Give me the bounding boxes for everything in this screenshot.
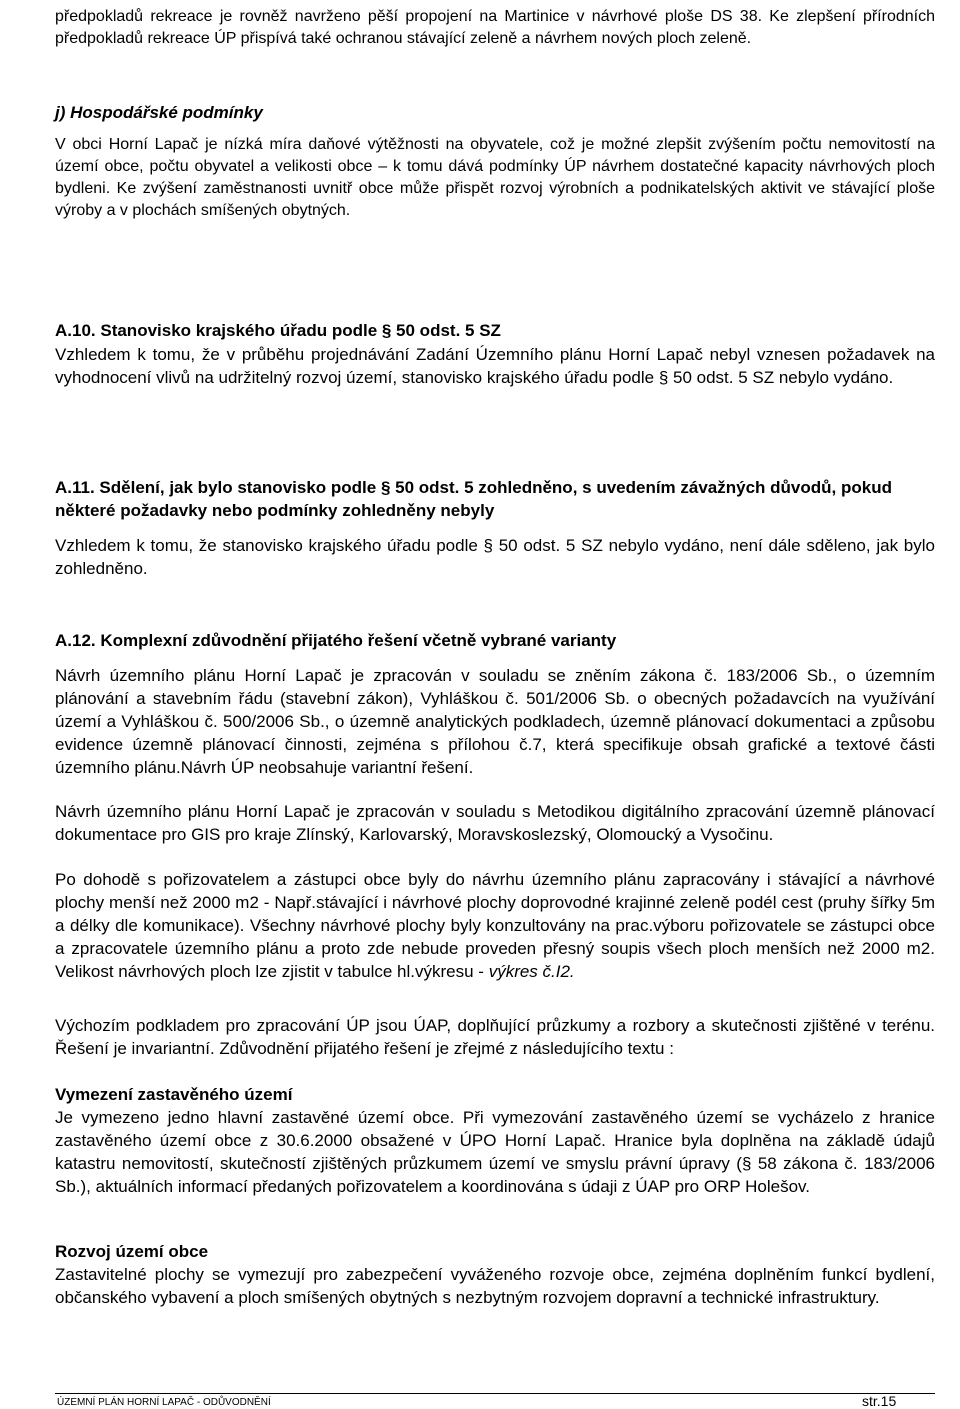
section-a12-para3-text: Po dohodě s pořizovatelem a zástupci obce byly do návrhu územního plánu zapracovány i stávající a návrhové plochy menší než 2000 m2 - Např.stávající i návrhové plochy doprovodné krajinné zeleně podél cest (pruhy šířky 5m a délky dle komunikace). Všechny návrhové plochy byly konzultovány na prac.výboru pořizovatele se zástupci obce a zpracovatele územního plánu a proto zde nebude proveden přesný soupis všech ploch menších než 2000 m2. Velikost návrhových ploch lze zjistit v tabulce hl.výkresu - <box>55 870 935 981</box>
section-a11-body: Vzhledem k tomu, že stanovisko krajského úřadu podle § 50 odst. 5 SZ nebylo vydáno, není dále sděleno, jak bylo zohledněno. <box>55 536 935 578</box>
section-j-heading: j) Hospodářské podmínky <box>55 103 263 122</box>
section-a12-para1: Návrh územního plánu Horní Lapač je zpracován v souladu se zněním zákona č. 183/2006 Sb., o územním plánování a stavebním řádu (stavební zákon), Vyhláškou č. 501/2006 Sb. o obecných požadavcích na využívání území a Vyhláškou č. 500/2006 Sb., o územně analytických podkladech, územně plánovací dokumentaci a způsobu evidence územně plánovací činnosti, zejména s přílohou č.7, která specifikuje obsah grafické a textové části územního plánu.Návrh ÚP neobsahuje variantní řešení. <box>55 666 935 777</box>
section-a11-heading: A.11. Sdělení, jak bylo stanovisko podle § 50 odst. 5 zohledněno, s uvedením závažných důvodů, pokud některé požadavky nebo podmínky zohledněny nebyly <box>55 478 892 520</box>
section-a12-para3-italic: výkres č.I2. <box>488 962 575 981</box>
section-j-body: V obci Horní Lapač je nízká míra daňové výtěžnosti na obyvatele, což je možné zlepšit zvýšením počtu nemovitostí na území obce, počtu obyvatel a velikosti obce – k tomu dává podmínky ÚP návrhem dostatečné kapacity návrhových ploch bydleni. Ke zvýšení zaměstnanosti uvnitř obce může přispět rozvoj výrobních a podnikatelských aktivit ve stávající ploše výroby a v plochách smíšených obytných. <box>55 136 935 219</box>
section-a12-heading: A.12. Komplexní zdůvodnění přijatého řešení včetně vybrané varianty <box>55 631 617 650</box>
section-a12-para4: Výchozím podkladem pro zpracování ÚP jsou ÚAP, doplňující průzkumy a rozbory a skutečnosti zjištěné v terénu. Řešení je invariantní. Zdůvodnění přijatého řešení je zřejmé z následujícího textu : <box>55 1016 935 1058</box>
footer-document-title: ÚZEMNÍ PLÁN HORNÍ LAPAČ - ODŮVODNĚNÍ <box>57 1397 271 1408</box>
section-a12-para2: Návrh územního plánu Horní Lapač je zpracován v souladu s Metodikou digitálního zpracování územně plánovací dokumentace pro GIS pro kraje Zlínský, Karlovarský, Moravskoslezský, Olomoucký a Vysočinu. <box>55 802 935 844</box>
rozvoj-heading: Rozvoj území obce <box>55 1242 209 1261</box>
intro-paragraph: předpokladů rekreace je rovněž navrženo pěší propojení na Martinice v návrhové ploše DS 38. Ke zlepšení přírodních předpokladů rekreace ÚP přispívá také ochranou stávající zeleně a návrhem nových ploch zeleně. <box>55 8 935 47</box>
vymezeni-heading: Vymezení zastavěného území <box>55 1085 293 1104</box>
vymezeni-body: Je vymezeno jedno hlavní zastavěné území obce. Při vymezování zastavěného území se vycházelo z hranice zastavěného území obce z 30.6.2000 obsažené v ÚPO Horní Lapač. Hranice byla doplněna na základě údajů katastru nemovitostí, skutečností zjištěných průzkumem území ve smyslu právní úpravy (§ 58 zákona č. 183/2006 Sb.), aktuálních informací předaných pořizovatelem a koordinována s údaji z ÚAP pro ORP Holešov. <box>55 1108 935 1196</box>
footer-divider <box>55 1393 935 1394</box>
footer-page-number: str.15 <box>862 1393 897 1409</box>
section-a12-para3 <box>55 868 935 983</box>
section-a10-heading: A.10. Stanovisko krajského úřadu podle § 50 odst. 5 SZ <box>55 321 501 340</box>
rozvoj-body: Zastavitelné plochy se vymezují pro zabezpečení vyváženého rozvoje obce, zejména doplněním funkcí bydlení, občanského vybavení a ploch smíšených obytných s nezbytným rozvojem dopravní a technické infrastruktury. <box>55 1265 935 1307</box>
section-a10-body: Vzhledem k tomu, že v průběhu projednávání Zadání Územního plánu Horní Lapač nebyl vznesen požadavek na vyhodnocení vlivů na udržitelný rozvoj území, stanovisko krajského úřadu podle § 50 odst. 5 SZ nebylo vydáno. <box>55 345 935 387</box>
